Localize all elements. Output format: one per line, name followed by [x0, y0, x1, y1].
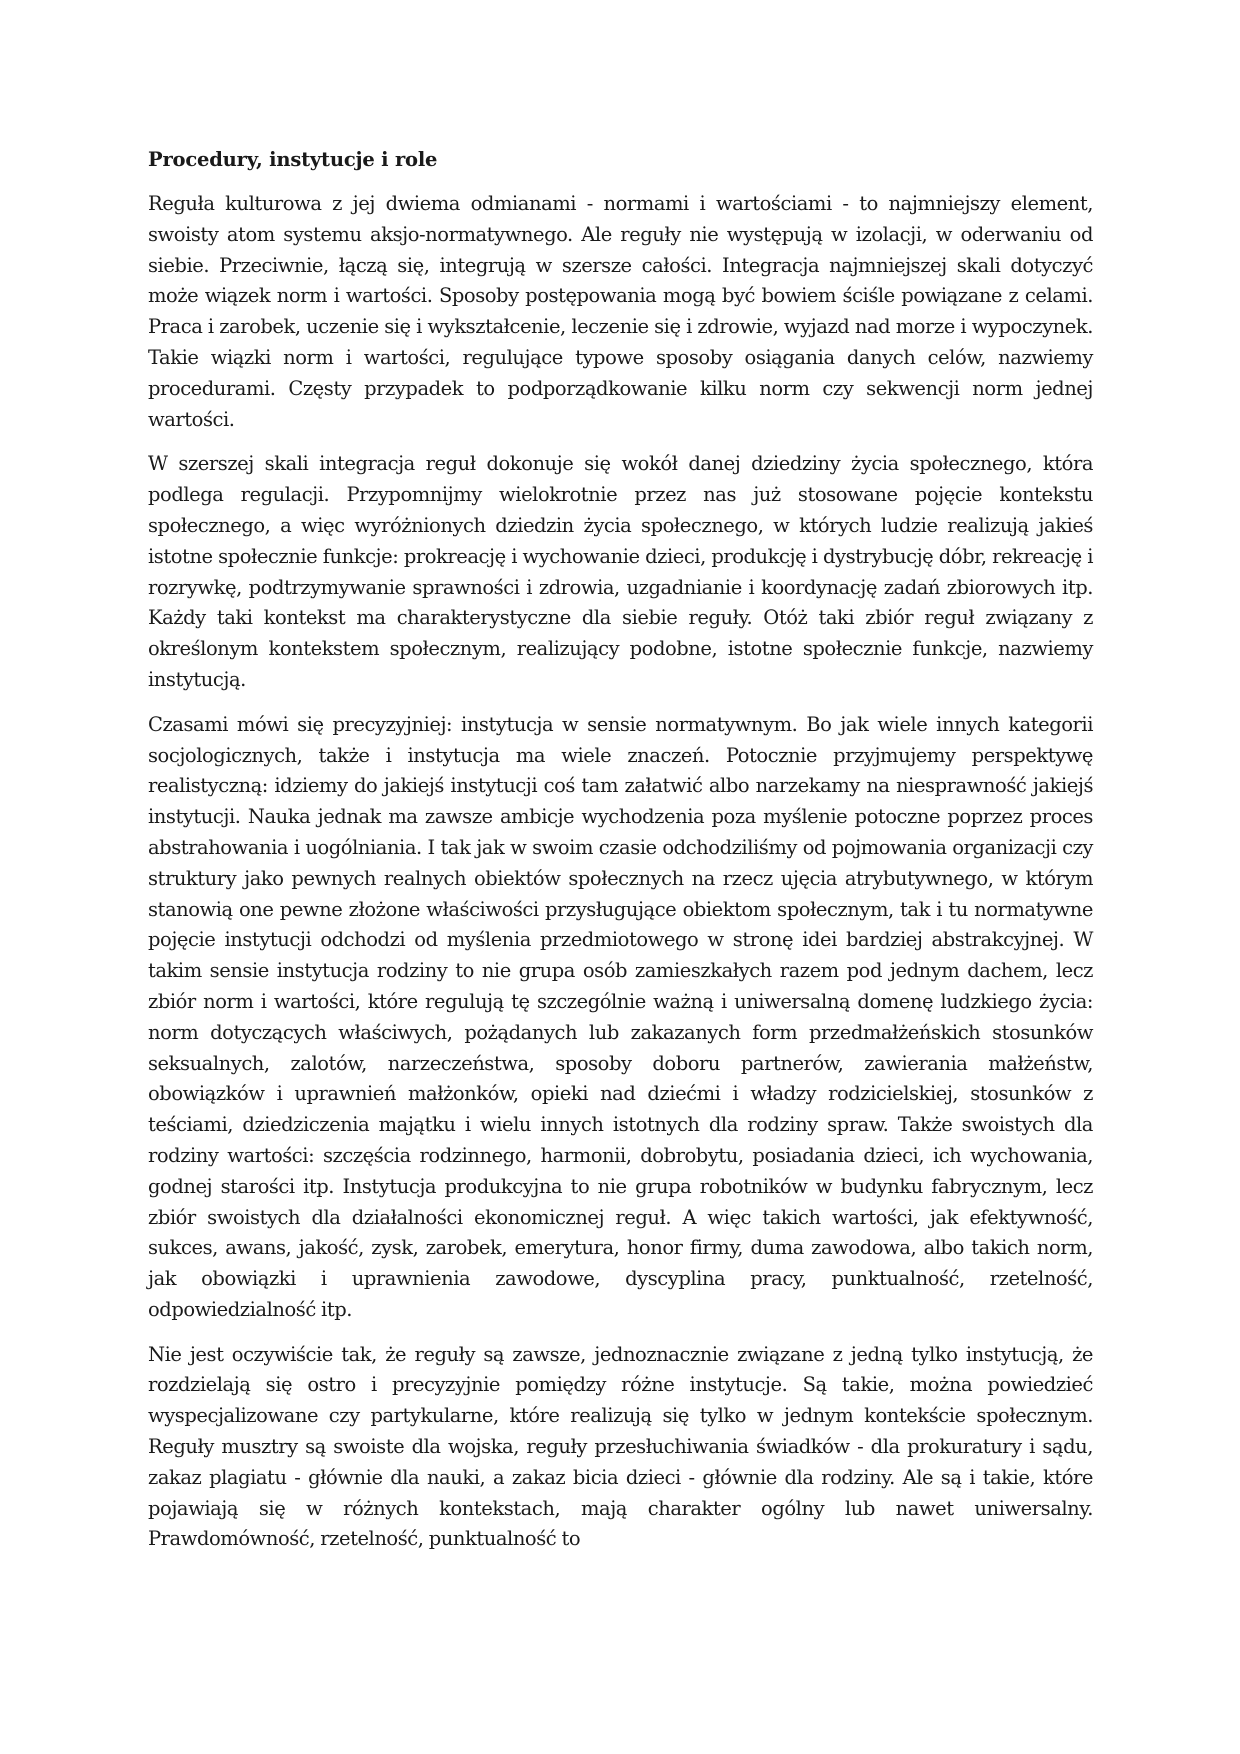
paragraph-1: Reguła kulturowa z jej dwiema odmianami - normami i wartościami - to najmniejszy element, swoisty atom systemu aksjo-normatywnego. Ale reguły nie występują w izolacji, w oderwaniu od siebie. Przeciwnie, łączą się, integrują w szersze całości. Integracja najmniejszej skali dotyczyć może wiązek norm i wartości. Sposoby postępowania mogą być bowiem ściśle powiązane z celami. Praca i zarobek, uczenie się i wykształcenie, leczenie się i zdrowie, wyjazd nad morze i wypoczynek. Takie wiązki norm i wartości, regulujące typowe sposoby osiągania danych celów, nazwiemy procedurami. Częsty przypadek to podporządkowanie kilku norm czy sekwencji norm jednej wartości. — [148, 192, 1093, 431]
paragraph-2: W szerszej skali integracja reguł dokonuje się wokół danej dziedziny życia społecznego, która podlega regulacji. Przypomnijmy wielokrotnie przez nas już stosowane pojęcie kontekstu społecznego, a więc wyróżnionych dziedzin życia społecznego, w których ludzie realizują jakieś istotne społecznie funkcje: prokreację i wychowanie dzieci, produkcję i dystrybucję dóbr, rekreację i rozrywkę, podtrzymywanie sprawności i zdrowia, uzgadnianie i koordynację zadań zbiorowych itp. Każdy taki kontekst ma charakterystyczne dla siebie reguły. Otóż taki zbiór reguł związany z określonym kontekstem społecznym, realizujący podobne, istotne społecznie funkcje, nazwiemy instytucją. — [148, 452, 1093, 691]
paragraph-3: Czasami mówi się precyzyjniej: instytucja w sensie normatywnym. Bo jak wiele innych kategorii socjologicznych, także i instytucja ma wiele znaczeń. Potocznie przyjmujemy perspektywę realistyczną: idziemy do jakiejś instytucji coś tam załatwić albo narzekamy na niesprawność jakiejś instytucji. Nauka jednak ma zawsze ambicje wychodzenia poza myślenie potoczne poprzez proces abstrahowania i uogólniania. I tak jak w swoim czasie odchodziliśmy od pojmowania organizacji czy struktury jako pewnych realnych obiektów społecznych na rzecz ujęcia atrybutywnego, w którym stanowią one pewne złożone właściwości przysługujące obiektom społecznym, tak i tu normatywne pojęcie instytucji odchodzi od myślenia przedmiotowego w stronę idei bardziej abstrakcyjnej. W takim sensie instytucja rodziny to nie grupa osób zamieszkałych razem pod jednym dachem, lecz zbiór norm i wartości, które regulują tę szczególnie ważną i uniwersalną domenę ludzkiego życia: norm dotyczących właściwych, pożądanych lub zakazanych form przedmałżeńskich stosunków seksualnych, zalotów, narzeczeństwa, sposoby doboru partnerów, zawierania małżeństw, obowiązków i uprawnień małżonków, opieki nad dziećmi i władzy rodzicielskiej, stosunków z teściami, dziedziczenia majątku i wielu innych istotnych dla rodziny spraw. Także swoistych dla rodziny wartości: szczęścia rodzinnego, harmonii, dobrobytu, posiadania dzieci, ich wychowania, godnej starości itp. Instytucja produkcyjna to nie grupa robotników w budynku fabrycznym, lecz zbiór swoistych dla działalności ekonomicznej reguł. A więc takich wartości, jak efektywność, sukces, awans, jakość, zysk, zarobek, emerytura, honor firmy, duma zawodowa, albo takich norm, jak obowiązki i uprawnienia zawodowe, dyscyplina pracy, punktualność, rzetelność, odpowiedzialność itp. — [148, 712, 1093, 1321]
paragraph-4: Nie jest oczywiście tak, że reguły są zawsze, jednoznacznie związane z jedną tylko instytucją, że rozdzielają się ostro i precyzyjnie pomiędzy różne instytucje. Są takie, można powiedzieć wyspecjalizowane czy partykularne, które realizują się tylko w jednym kontekście społecznym. Reguły musztry są swoiste dla wojska, reguły przesłuchiwania świadków - dla prokuratury i sądu, zakaz plagiatu - głównie dla nauki, a zakaz bicia dzieci - głównie dla rodziny. Ale są i takie, które pojawiają się w różnych kontekstach, mają charakter ogólny lub nawet uniwersalny. Prawdomówność, rzetelność, punktualność to — [148, 1342, 1093, 1551]
document-page — [148, 145, 1093, 1569]
document-title: Procedury, instytucje i role — [148, 148, 438, 171]
